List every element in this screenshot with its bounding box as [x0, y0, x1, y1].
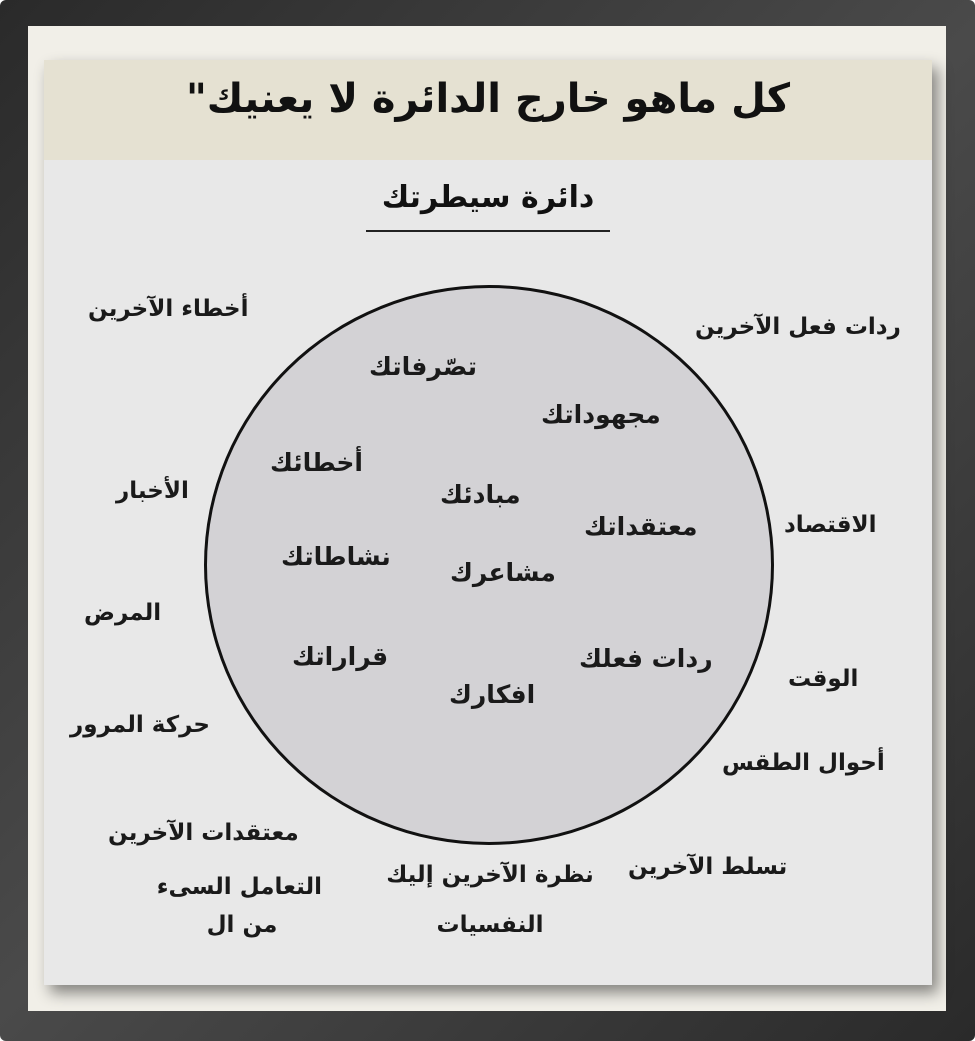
outside-item-illness: المرض [84, 600, 162, 626]
inside-item-feelings: مشاعرك [450, 558, 556, 587]
inside-item-beliefs: معتقداتك [584, 512, 698, 541]
outside-item-others-view: نظرة الآخرين إليك [386, 862, 594, 888]
heading-underline [366, 230, 610, 232]
inside-item-actions: تصّرفاتك [369, 352, 477, 381]
outside-item-time: الوقت [788, 666, 859, 692]
inside-item-mistakes: أخطائك [270, 448, 363, 477]
outside-item-others-mistakes: أخطاء الآخرين [88, 296, 249, 322]
inside-item-principles: مبادئك [440, 480, 521, 509]
circle-heading: دائرة سيطرتك [381, 180, 595, 215]
outside-item-mistreatment-cont: من ال [206, 912, 278, 938]
poster-title: كل ماهو خارج الدائرة لا يعنيك" [185, 76, 791, 122]
inside-item-decisions: قراراتك [292, 642, 389, 671]
inside-item-thoughts: افكارك [449, 680, 536, 709]
outside-item-weather: أحوال الطقس [722, 750, 885, 776]
outside-item-others-domination: تسلط الآخرين [628, 854, 788, 880]
outside-item-economy: الاقتصاد [784, 512, 877, 538]
inside-item-activities: نشاطاتك [281, 542, 391, 571]
inside-item-efforts: مجهوداتك [541, 400, 661, 429]
poster-card [44, 60, 932, 985]
inside-item-reactions: ردات فعلك [579, 644, 713, 673]
outside-item-news: الأخبار [116, 478, 189, 504]
outside-item-others-beliefs: معتقدات الآخرين [108, 820, 299, 846]
outside-item-others-reactions: ردات فعل الآخرين [695, 314, 901, 340]
outside-item-moods: النفسيات [436, 912, 544, 938]
outside-item-traffic: حركة المرور [70, 712, 210, 738]
outside-item-mistreatment: التعامل السىء [156, 874, 322, 900]
